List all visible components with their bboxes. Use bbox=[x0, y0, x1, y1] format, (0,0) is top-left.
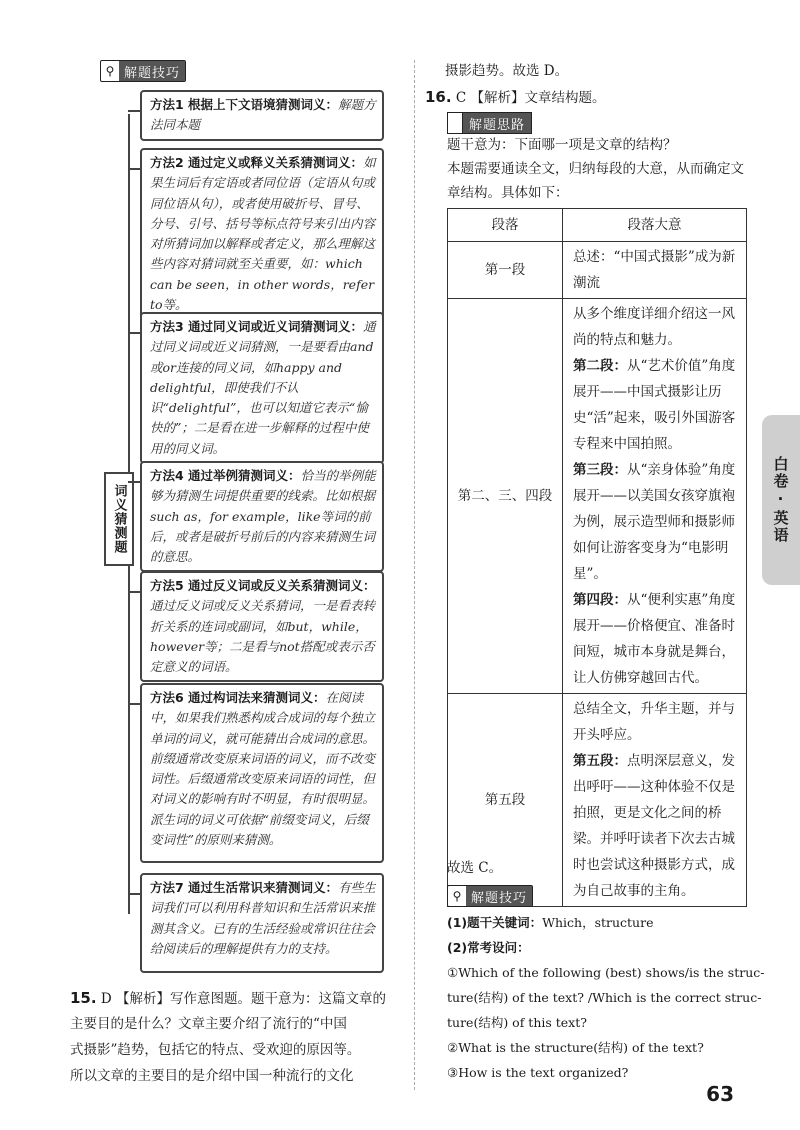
tip-text: ③How is the text organized? bbox=[447, 1065, 629, 1080]
tips-tag-label: 解题技巧 bbox=[119, 61, 185, 81]
paragraph-ref: 第二段： bbox=[573, 358, 627, 374]
paragraph-cell: 第二、三、四段 bbox=[448, 299, 563, 694]
header-paragraph: 段落 bbox=[448, 209, 563, 242]
tip-text: ture(结构) of this text? bbox=[447, 1015, 587, 1030]
method-box bbox=[140, 312, 384, 464]
q15-number: 15. bbox=[70, 989, 97, 1007]
paragraph-ref: 第五段： bbox=[573, 753, 627, 769]
tip-line bbox=[447, 1060, 628, 1086]
tip-line bbox=[447, 935, 530, 961]
method-box bbox=[140, 683, 384, 863]
table-row bbox=[448, 242, 747, 299]
tip-line bbox=[447, 960, 765, 986]
main-idea-text: 从“艺术价值”角度展开——中国式摄影让历史“活”起来，吸引外国游客专程来中国拍照。 bbox=[573, 358, 736, 452]
method-title: 方法6 通过构词法来猜测词义： bbox=[150, 690, 326, 705]
q16-intro-3: 章结构。具体如下： bbox=[447, 185, 569, 201]
tip-text: ture(结构) of the text? /Which is the correct struc- bbox=[447, 990, 762, 1005]
header-main-idea: 段落大意 bbox=[563, 209, 747, 242]
tip-line bbox=[447, 1035, 704, 1061]
connector-line bbox=[128, 703, 140, 705]
method-title: 方法5 通过反义词或反义关系猜测词义： bbox=[150, 578, 376, 593]
connector-line bbox=[128, 591, 140, 593]
method-box bbox=[140, 90, 384, 141]
paragraph-cell: 第一段 bbox=[448, 242, 563, 299]
paragraph-cell: 第五段 bbox=[448, 694, 563, 907]
q15-line-2: 主要目的是什么？文章主要介绍了流行的“中国 bbox=[70, 1016, 347, 1032]
method-title: 方法2 通过定义或释义关系猜测词义： bbox=[150, 155, 364, 170]
tip-text: ②What is the structure(结构) of the text? bbox=[447, 1040, 704, 1055]
q16-answer: 故选 C。 bbox=[447, 860, 503, 876]
main-idea-text: 从“亲身体验”角度展开——以美国女孩穿旗袍为例，展示造型师和摄影师如何让游客变身为“电影明星”。 bbox=[573, 462, 736, 582]
method-box bbox=[140, 571, 384, 682]
method-body: 恰当的举例能够为猜测生词提供重要的线索。比如根据such as，for example，like等词的前后，或者是破折号前后的内容来猜测生词的意思。 bbox=[150, 468, 376, 564]
method-body: 解题方法同本题 bbox=[150, 97, 376, 133]
q16-intro-1: 题干意为：下面哪一项是文章的结构？ bbox=[447, 137, 677, 153]
method-box bbox=[140, 873, 384, 973]
main-idea-text: 总结全文，升华主题，并与开头呼应。 bbox=[573, 701, 735, 743]
main-idea-cell bbox=[563, 694, 747, 907]
branch-label: 词义猜测题 bbox=[104, 472, 134, 566]
q15-line-3: 式摄影”趋势，包括它的特点、受欢迎的原因等。 bbox=[70, 1042, 361, 1058]
tip-text: ①Which of the following (best) shows/is the struc- bbox=[447, 965, 765, 980]
connector-line bbox=[128, 481, 140, 483]
page-number: 63 bbox=[706, 1082, 734, 1106]
method-body: 通过同义词或近义词猜测，一是要看由and或or连接的同义词，如happy and delightful，即使我们不认识“delightful”，也可以知道它表示“愉快的”；二是看在进一步解释的过程中使用的同义词。 bbox=[150, 319, 376, 456]
connector-line bbox=[128, 332, 140, 334]
method-body: 如果生词后有定语或者同位语（定语从句或同位语从句），或者使用破折号、冒号、分号、引号、括号等标点符号来引出内容对所猜词加以解释或者定义，那么理解这些内容对猜词就至关重要，如：which can be seen，in other words，refer to等。 bbox=[150, 155, 376, 312]
main-idea-line bbox=[573, 353, 740, 457]
method-title: 方法3 通过同义词或近义词猜测词义： bbox=[150, 319, 364, 334]
paragraph-ref: 第三段： bbox=[573, 462, 627, 478]
tip-line bbox=[447, 1010, 587, 1036]
method-title: 方法7 通过生活常识来猜测词义： bbox=[150, 880, 339, 895]
main-idea-line bbox=[573, 301, 740, 353]
main-idea-cell bbox=[563, 242, 747, 299]
method-title: 方法1 根据上下文语境猜测词义： bbox=[150, 97, 339, 112]
method-box bbox=[140, 461, 384, 572]
tip-line bbox=[447, 910, 653, 936]
main-idea-line bbox=[573, 587, 740, 691]
connector-line bbox=[128, 168, 140, 170]
paragraph-table bbox=[447, 208, 747, 907]
method-title: 方法4 通过举例猜测词义： bbox=[150, 468, 301, 483]
q16-intro-2: 本题需要通读全文，归纳每段的大意，从而确定文 bbox=[447, 161, 744, 177]
connector-line bbox=[128, 110, 140, 112]
method-body: 有些生词我们可以利用科普知识和生活常识来推测其含义。已有的生活经验或常识往往会给阅读后的理解提供有力的支持。 bbox=[150, 880, 376, 956]
connector-line bbox=[128, 893, 140, 895]
main-idea-text: 从多个维度详细介绍这一风尚的特点和魅力。 bbox=[573, 306, 735, 348]
side-tab: 白卷·英语 bbox=[762, 415, 800, 585]
q15-line-1: D 【解析】写作意图题。题干意为：这篇文章的 bbox=[100, 991, 386, 1007]
main-idea-text: 点明深层意义，发出呼吁——这种体验不仅是拍照，更是文化之间的桥梁。并呼吁读者下次去古城时也尝试这种摄影方式，成为自己故事的主角。 bbox=[573, 753, 735, 899]
thinking-tag bbox=[447, 112, 532, 134]
q16-number: 16. bbox=[425, 88, 452, 106]
main-idea-line bbox=[573, 696, 740, 748]
tips-tag bbox=[100, 60, 186, 82]
key-icon: ⚲ bbox=[452, 889, 462, 903]
paragraph-ref: 第四段： bbox=[573, 592, 627, 608]
tips-tag-2-label: 解题技巧 bbox=[466, 886, 532, 906]
main-idea-text: 总述：“中国式摄影”成为新潮流 bbox=[573, 249, 736, 291]
table-row bbox=[448, 299, 747, 694]
thinking-tag-label: 解题思路 bbox=[463, 113, 531, 133]
table-header-row bbox=[448, 209, 747, 242]
tip-heading: (2)常考设问： bbox=[447, 940, 530, 955]
main-idea-line bbox=[573, 748, 740, 904]
tip-text: Which，structure bbox=[542, 915, 654, 930]
method-body: 通过反义词或反义关系猜词，一是看表转折关系的连词或副词，如but，while，however等；二是看与not搭配或表示否定意义的词语。 bbox=[150, 598, 376, 674]
q15-line-4: 所以文章的主要目的是介绍中国一种流行的文化 bbox=[70, 1068, 354, 1084]
q15-continuation: 摄影趋势。故选 D。 bbox=[445, 63, 569, 79]
main-idea-line bbox=[573, 244, 740, 296]
tip-line bbox=[447, 985, 761, 1011]
column-divider bbox=[414, 60, 415, 1090]
method-box bbox=[140, 148, 384, 320]
main-idea-cell bbox=[563, 299, 747, 694]
tips-tag-2 bbox=[447, 885, 533, 907]
key-icon: ⚲ bbox=[105, 64, 115, 78]
tip-heading: (1)题干关键词： bbox=[447, 915, 543, 930]
thinking-icon bbox=[448, 113, 463, 133]
main-idea-line bbox=[573, 457, 740, 587]
method-body: 在阅读中，如果我们熟悉构成合成词的每个独立单词的词义，就可能猜出合成词的意思。前缀通常改变原来词语的词义，而不改变词性。后缀通常改变原来词语的词性，但对词义的影响有时不明显，有时很明显。派生词的词义可依据“前缀变词义，后缀变词性”的原则来猜测。 bbox=[150, 690, 376, 847]
main-idea-text: 从“便利实惠”角度展开——价格便宜、准备时间短，城市本身就是舞台，让人仿佛穿越回古代。 bbox=[573, 592, 736, 686]
q16-head: C 【解析】文章结构题。 bbox=[455, 90, 606, 106]
